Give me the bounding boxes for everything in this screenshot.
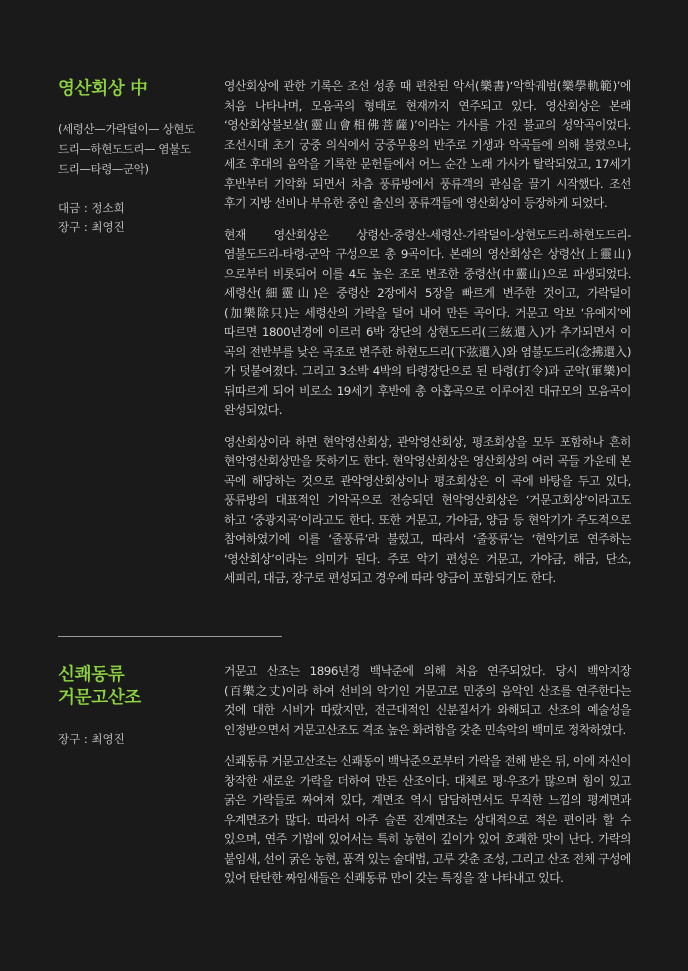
section-sidebar	[58, 664, 208, 749]
paragraph: 현재 영산회상은 상령산-중령산-세령산-가락덜이-상현도드리-하현도드리-염불도드리-타령-군악 구성으로 총 9곡이다. 본래의 영산회상은 상령산(上靈山)으로부터 비롯되어 이를 4도 높은 조로 변조한 중령산(中靈山)으로 파생되었다. 세령산(細靈山)은 중령산 2장에서 5장을 빠르게 변주한 것이고, 가락덜이(加樂除只)는 세령산의 가락을 덜어 내어 만든 곡이다. 거문고 악보 ‘유예지’에 따르면 1800년경에 이르러 6박 장단의 상현도드리(三絃還入)가 추가되면서 이 곡의 전반부를 낮은 곡조로 변주한 하현도드리(下弦還入)와 염불도드리(念拂還入)가 덧붙여졌다. 그리고 3소박 4박의 타령장단으로 된 타령(打令)과 군악(軍樂)이 뒤따르게 되어 비로소 19세기 후반에 총 아홉곡으로 이루어진 대규모의 모음곡이 완성되었다.	[224, 227, 631, 417]
paragraph: 신쾌동류 거문고산조는 신쾌동이 백낙준으로부터 가락을 전해 받은 뒤, 이에 자신이 창작한 새로운 가락을 더하여 만든 산조이다. 대체로 평·우조가 많으며 힘이 있고 굵은 가락들로 짜여져 있다, 계면조 역시 담담하면서도 무직한 느낌의 평계면과 우계면조가 많다. 따라서 아주 슬픈 진계면조는 상대적으로 적은 편이라 할 수 있으며, 연주 기법에 있어서는 특히 농현이 깊이가 있어 호쾌한 맛이 난다. 가락의 붙임새, 선이 굵은 농현, 품격 있는 술대법, 고루 갖춘 조성, 그리고 산조 전체 구성에 있어 탄탄한 짜임새들은 신쾌동류 만이 갖는 특징을 잘 나타내고 있다.	[224, 754, 631, 885]
section-body	[224, 662, 631, 901]
section-sidebar	[58, 78, 208, 237]
performer-credits	[58, 199, 208, 237]
section-divider	[58, 636, 282, 637]
paragraph: 영산회상이라 하면 현악영산회상, 관악영산회상, 평조회상을 모두 포함하나 흔히 현악영산회상만을 뜻하기도 한다. 현악영산회상은 영산회상의 여러 곡들 가운데 본 곡에 해당하는 것으로 관악영산회상이나 평조회상은 이 곡에 바탕을 두고 있다, 풍류방의 대표적인 기악곡으로 전승되던 현악영산회상은 ‘거문고회상’이라고도 하고 ‘중광지곡’이라고도 한다. 또한 거문고, 가야금, 양금 등 현악기가 주도적으로 참여하였기에 이를 ‘줄풍류’라 불렀고, 따라서 ‘줄풍류’는 ‘현악기로 연주하는 ‘영산회상’이라는 의미가 된다. 주로 악기 편성은 거문고, 가야금, 해금, 단소, 세피리, 대금, 장구로 편성되고 경우에 따라 양금이 포함되기도 한다.	[224, 434, 631, 585]
paragraph: 영산회상에 관한 기록은 조선 성종 때 편찬된 악서(樂書)‘악학궤범(樂學軌範)’에 처음 나타나며, 모음곡의 형태로 현재까지 연주되고 있다. 영산회상은 본래 ‘영산회상불보살(靈山會相佛菩薩)’이라는 가사를 가진 불교의 성악곡이었다. 조선시대 초기 궁중 의식에서 궁중무용의 반주로 기생과 악곡들에 의해 불렸으나, 세조 후대의 음악을 기록한 문헌들에서 어느 순간 노래 가사가 탈락되었고, 17세기 후반부터 기악화 되면서 차츰 풍류방에서 풍류객의 관심을 끌기 시작했다. 조선 후기 지방 선비나 부유한 중인 출신의 풍류객들에 영산회상이 등장하게 되었다.	[224, 79, 631, 210]
section-title: 신쾌동류 거문고산조	[58, 665, 142, 708]
performer-credits	[58, 730, 208, 749]
credit-janggu: 장구 : 최영진	[58, 220, 125, 234]
credit-janggu: 장구 : 최영진	[58, 732, 125, 746]
credit-daegeum: 대금 : 정소희	[58, 201, 125, 215]
section-body	[224, 77, 631, 601]
paragraph: 거문고 산조는 1896년경 백낙준에 의해 처음 연주되었다. 당시 백악지장(百樂之丈)이라 하여 선비의 악기인 거문고로 민중의 음악인 산조를 연주한다는 것에 대한 시비가 따랐지만, 전근대적인 신분질서가 와해되고 산조의 예술성을 인정받으면서 거문고산조도 격조 높은 화려함을 갖춘 민속악의 백미로 정착하였다.	[224, 664, 631, 737]
section-title: 영산회상 中	[58, 79, 148, 99]
piece-movements: (세령산—가락덜이— 상현도드리—하현도드리— 염불도드리—타령—군악)	[58, 122, 195, 176]
